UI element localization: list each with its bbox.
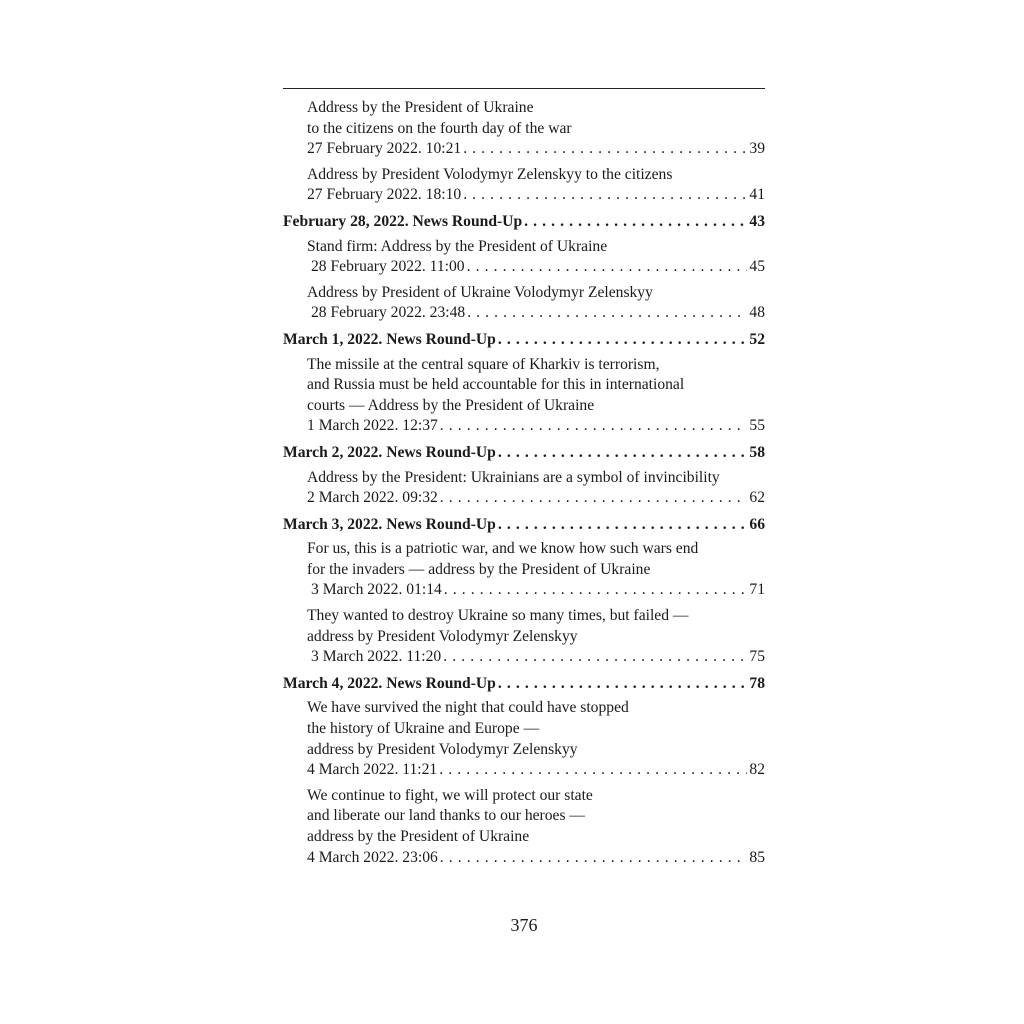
- dot-leader: [498, 515, 748, 536]
- entry-date: 28 February 2022. 11:00: [311, 258, 465, 276]
- entry-title-line: The missile at the central square of Kharkiv is terrorism,: [307, 355, 660, 373]
- entry-title-line: courts — Address by the President of Ukraine: [307, 396, 595, 414]
- table-of-contents: [283, 98, 765, 868]
- toc-page: [283, 88, 765, 873]
- entry-date: 27 February 2022. 18:10: [307, 186, 462, 204]
- section-title: February 28, 2022. News Round-Up: [283, 212, 523, 230]
- entry-page-number: 75: [749, 648, 765, 666]
- dot-leader: [439, 760, 747, 781]
- dot-leader: [498, 674, 748, 695]
- entry-title-line: Stand firm: Address by the President of Ukraine: [307, 237, 608, 255]
- entry-title-line: the history of Ukraine and Europe —: [307, 720, 540, 738]
- section-title: March 1, 2022. News Round-Up: [283, 330, 496, 348]
- entry-page-number: 62: [749, 489, 765, 507]
- entry-date: 2 March 2022. 09:32: [307, 489, 438, 507]
- entry-title-line: For us, this is a patriotic war, and we know how such wars end: [307, 540, 699, 558]
- dot-leader: [498, 443, 748, 464]
- entry-page-number: 71: [749, 581, 765, 599]
- section-page-number: 43: [749, 212, 765, 230]
- section-title: March 4, 2022. News Round-Up: [283, 674, 496, 692]
- entry-page-number: 82: [749, 761, 765, 779]
- dot-leader: [440, 416, 748, 437]
- entry-title-line: and liberate our land thanks to our heroes —: [307, 807, 586, 825]
- section-page-number: 58: [749, 443, 765, 461]
- entry-title-line: to the citizens on the fourth day of the war: [307, 119, 572, 137]
- entry-page-number: 85: [749, 848, 765, 866]
- entry-date: 3 March 2022. 01:14: [311, 581, 442, 599]
- dot-leader: [467, 303, 747, 324]
- toc-entry[interactable]: [283, 355, 765, 437]
- entry-date: 4 March 2022. 11:21: [307, 761, 438, 779]
- dot-leader: [463, 185, 747, 206]
- entry-title-line: They wanted to destroy Ukraine so many times, but failed —: [307, 607, 689, 625]
- entry-page-number: 55: [749, 417, 765, 435]
- entry-title-line: We have survived the night that could have stopped: [307, 699, 629, 717]
- entry-title-line: and Russia must be held accountable for this in international: [307, 376, 685, 394]
- entry-date: 1 March 2022. 12:37: [307, 417, 438, 435]
- section-title: March 2, 2022. News Round-Up: [283, 443, 496, 461]
- toc-section-heading[interactable]: [283, 330, 765, 351]
- dot-leader: [440, 488, 748, 509]
- entry-page-number: 45: [749, 258, 765, 276]
- section-page-number: 78: [749, 674, 765, 692]
- entry-title-line: Address by President of Ukraine Volodymyr Zelenskyy: [307, 283, 653, 301]
- toc-entry[interactable]: [283, 468, 765, 509]
- entry-date: 28 February 2022. 23:48: [311, 304, 466, 322]
- dot-leader: [463, 139, 747, 160]
- toc-entry[interactable]: [283, 237, 765, 278]
- entry-title-line: Address by the President of Ukraine: [307, 99, 534, 116]
- toc-entry[interactable]: [283, 606, 765, 668]
- entry-date: 3 March 2022. 11:20: [311, 648, 442, 666]
- entry-page-number: 48: [749, 304, 765, 322]
- toc-entry[interactable]: [283, 283, 765, 324]
- section-page-number: 52: [749, 330, 765, 348]
- toc-entry[interactable]: [283, 98, 765, 160]
- toc-section-heading[interactable]: [283, 443, 765, 464]
- section-title: March 3, 2022. News Round-Up: [283, 515, 496, 533]
- entry-title-line: for the invaders — address by the President of Ukraine: [307, 560, 651, 578]
- entry-title-line: address by President Volodymyr Zelenskyy: [307, 627, 578, 645]
- toc-section-heading[interactable]: [283, 212, 765, 233]
- entry-page-number: 39: [749, 140, 765, 158]
- entry-page-number: 41: [749, 186, 765, 204]
- entry-title-line: We continue to fight, we will protect our state: [307, 786, 593, 804]
- entry-date: 27 February 2022. 10:21: [307, 140, 462, 158]
- toc-entry[interactable]: [283, 698, 765, 780]
- toc-entry[interactable]: [283, 539, 765, 601]
- dot-leader: [440, 848, 748, 869]
- toc-entry[interactable]: [283, 786, 765, 868]
- entry-title-line: Address by President Volodymyr Zelenskyy to the citizens: [307, 165, 673, 183]
- entry-title-line: address by the President of Ukraine: [307, 828, 530, 845]
- toc-entry[interactable]: [283, 165, 765, 206]
- dot-leader: [467, 257, 748, 278]
- entry-date: 4 March 2022. 23:06: [307, 848, 438, 866]
- dot-leader: [524, 212, 747, 233]
- top-rule: [283, 88, 765, 89]
- toc-section-heading[interactable]: [283, 674, 765, 695]
- entry-title-line: address by President Volodymyr Zelenskyy: [307, 740, 578, 758]
- dot-leader: [444, 580, 748, 601]
- section-page-number: 66: [749, 515, 765, 533]
- page-number: 376: [510, 915, 538, 935]
- entry-title-line: Address by the President: Ukrainians are a symbol of invincibility: [307, 468, 720, 486]
- toc-section-heading[interactable]: [283, 515, 765, 536]
- dot-leader: [443, 647, 747, 668]
- dot-leader: [498, 330, 748, 351]
